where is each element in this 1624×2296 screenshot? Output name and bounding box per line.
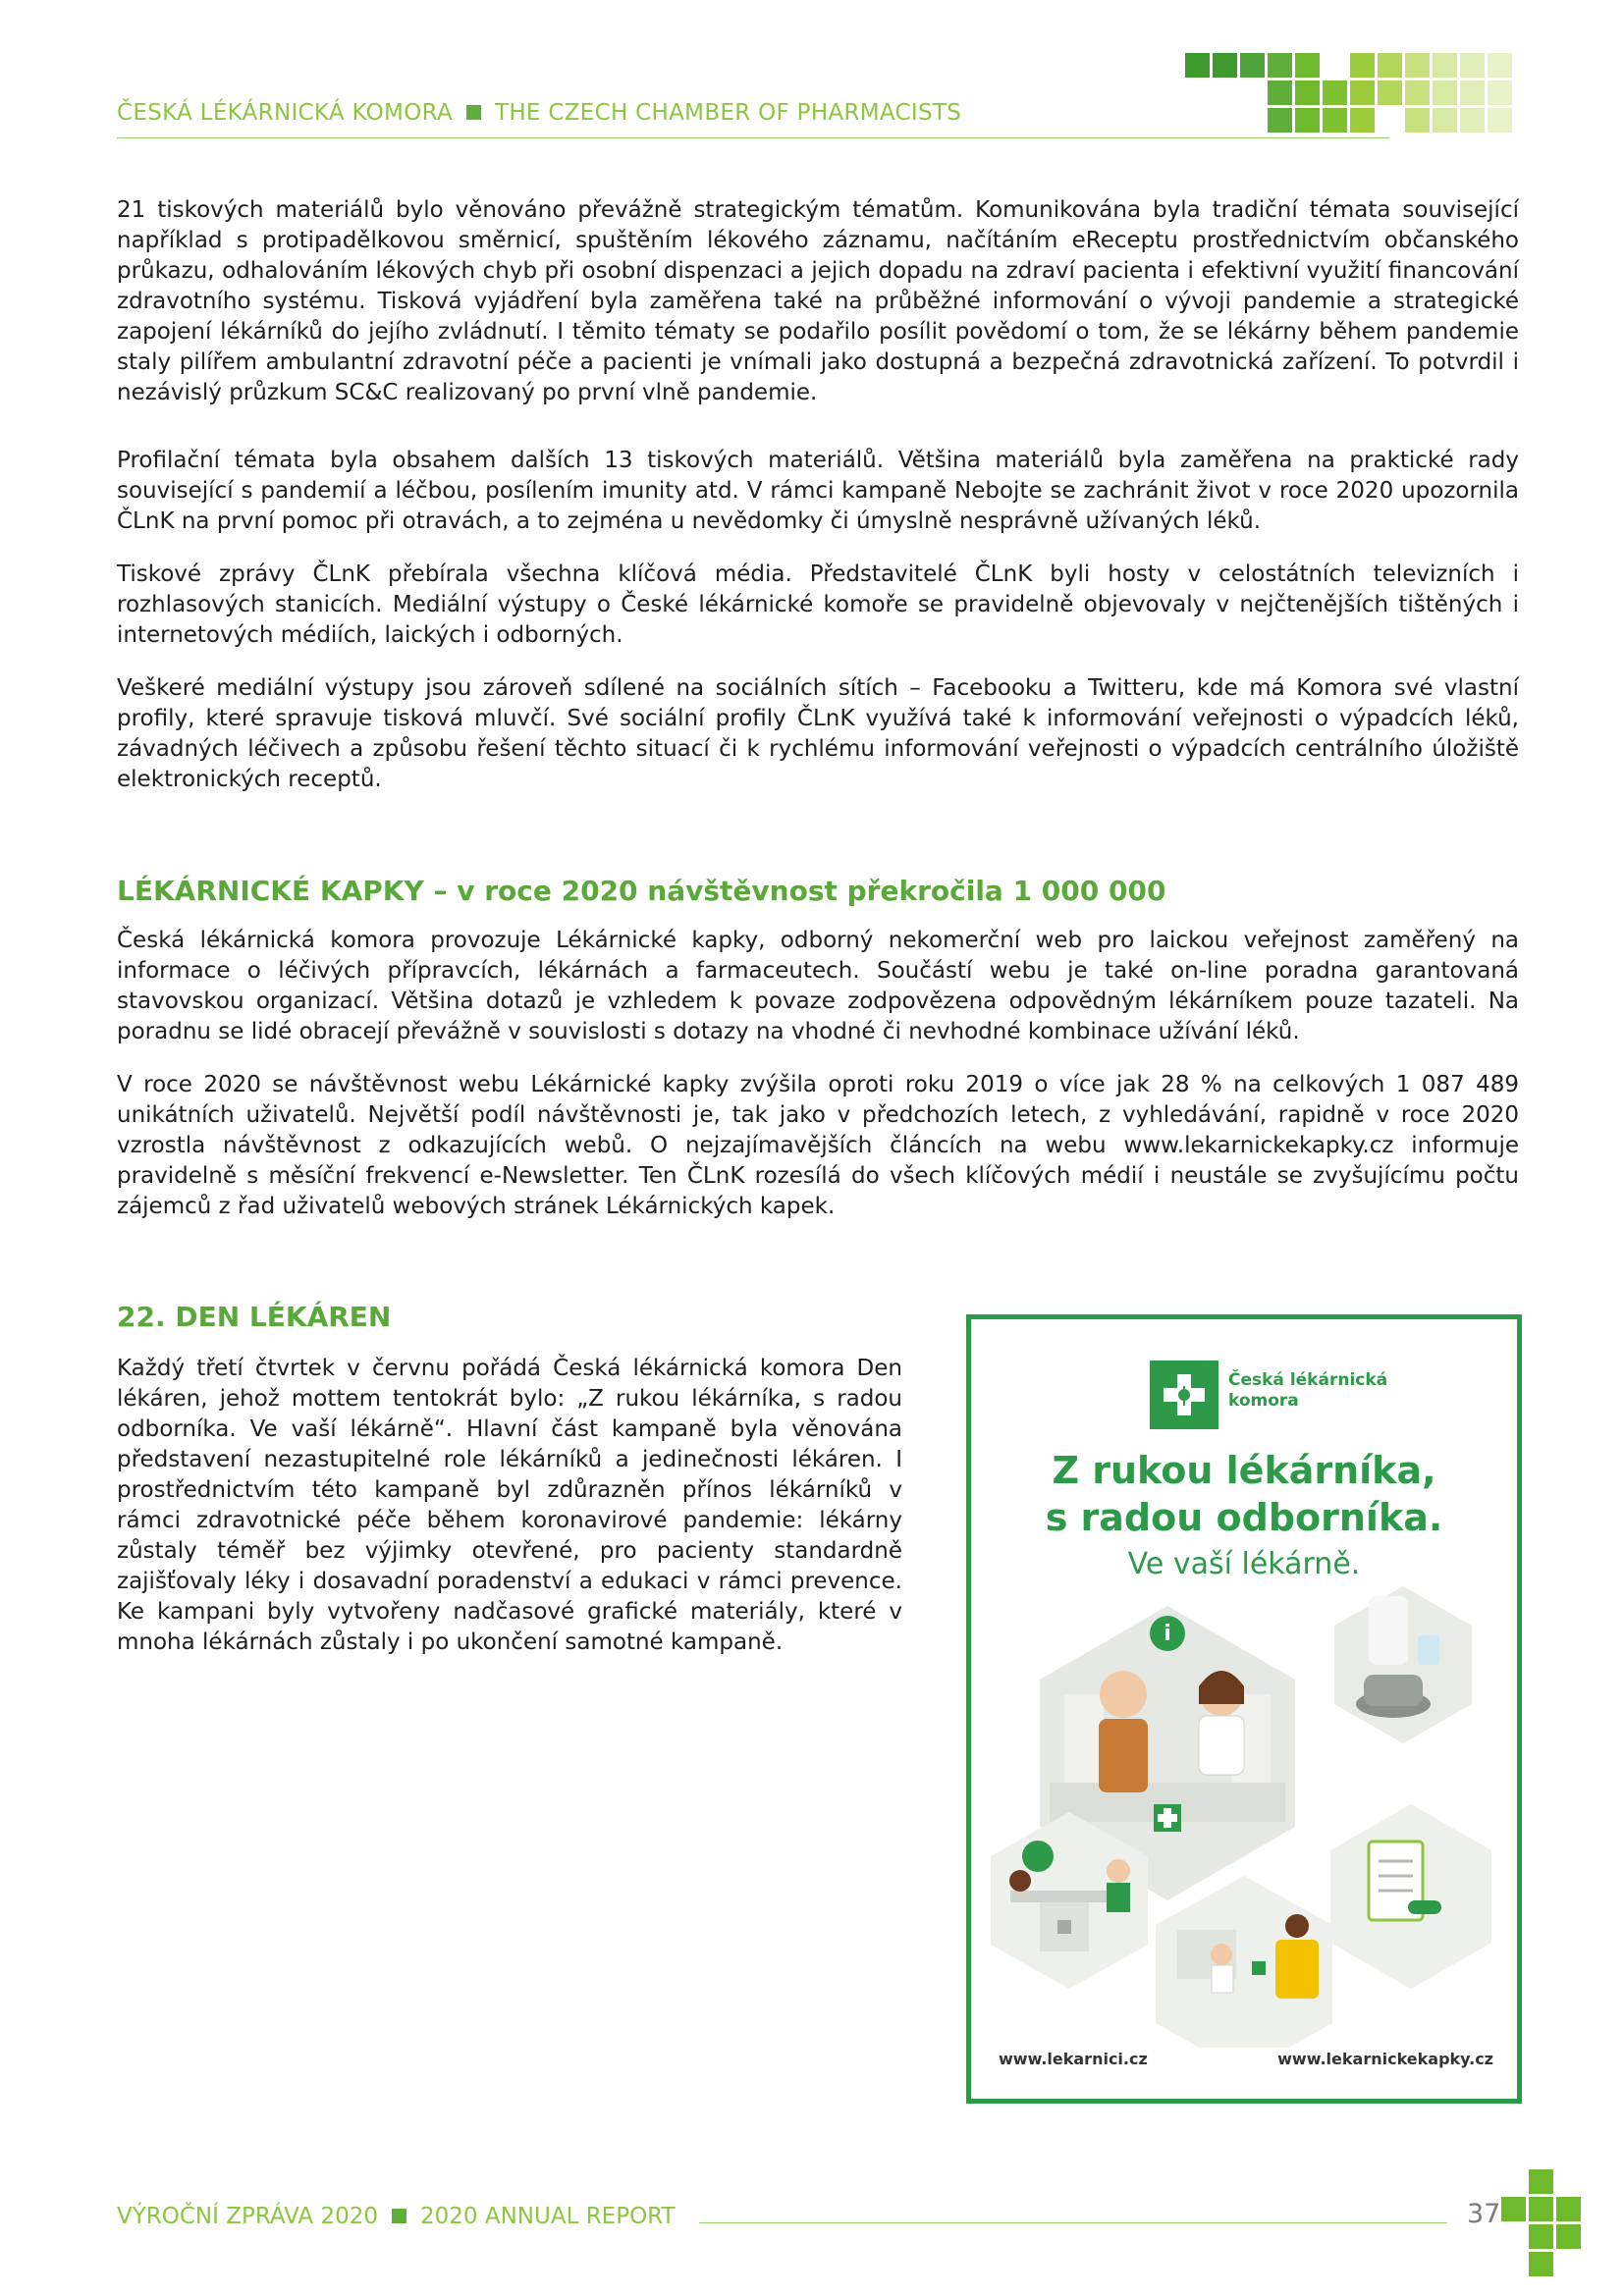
den-lekaren-paragraph: Každý třetí čtvrtek v červnu pořádá Česká lékárnická komora Den lékáren, jehož mottem tentokrát bylo: „Z rukou lékárníka, s radou odborníka. Ve vaší lékárně“. Hlavní část kampaně byla věnována představení nezastupitelné role lékárníků a jedinečnosti lékáren. I prostřednictvím této kampaně byl zdůrazněn přínos lékárníků v rámci zdravotnické péče během koronavirové pandemie: lékárny zůstaly téměř bez výjimky otevřené, pro pacienty standardně zajišťovaly léky i dosavadní poradenství a edukaci v rámci prevence. Ke kampani byly vytvořeny nadčasové grafické materiály, které v mnoha lékárnách zůstaly i po ukončení samotné kampaně. — [117, 1356, 902, 1655]
footer-rule — [699, 2222, 1447, 2223]
intro-paragraph-3: Tiskové zprávy ČLnK přebírala všechna klíčová média. Představitelé ČLnK byli hosty v celostátních televizních i rozhlasových stanicích. Mediální výstupy o České lékárnické komoře se pravidelně objevovaly v nejčtenějších tištěných i internetových médiích, laických i odborných. — [117, 561, 1519, 648]
pharmacy-cross-logo-icon — [1150, 1361, 1218, 1429]
poster-headline-line1: Z rukou lékárníka, — [1052, 1449, 1436, 1492]
footer-report-en: 2020 ANNUAL REPORT — [420, 2204, 676, 2229]
den-lekaren-heading: 22. DEN LÉKÁREN — [117, 1301, 392, 1333]
footer-separator-square — [392, 2209, 406, 2223]
clipboard-illustration — [1330, 1804, 1491, 1989]
poster-url-lekarnickekapky: www.lekarnickekapky.cz — [1277, 2050, 1493, 2068]
intro-paragraph-2: Profilační témata byla obsahem dalších 13 tiskových materiálů. Většina materiálů byla zaměřena na praktické rady související s pandemií a léčbou, posílením imunity atd. V rámci kampaně Nebojte se zachránit život v roce 2020 upozornila ČLnK na první pomoc při otravách, a to zejména u nevědomky či úmyslně nesprávně užívaných léků. — [117, 448, 1519, 534]
den-lekaren-poster — [966, 1314, 1522, 2104]
poster-url-lekarnici: www.lekarnici.cz — [999, 2050, 1148, 2068]
header-org-cz: ČESKÁ LÉKÁRNICKÁ KOMORA — [117, 100, 453, 126]
kapky-paragraph-2: V roce 2020 se návštěvnost webu Lékárnické kapky zvýšila oproti roku 2019 o více jak 28 % na celkových 1 087 489 unikátních uživatelů. Největší podíl návštěvnosti je, tak jako v předchozích letech, z vyhledávání, rapidně v roce 2020 vzrostla návštěvnost z odkazujících webů. O nejzajímavějších článcích na webu www.lekarnickekapky.cz informuje pravidelně s měsíční frekvencí e-Newsletter. Ten ČLnK rozesílá do všech klíčových médií i neustále se zvyšujícímu počtu zájemců z řad uživatelů webových stránek Lékárnických kapek. — [117, 1072, 1519, 1219]
poster-logo-text — [1228, 1370, 1387, 1412]
poster-logo-line2: komora — [1228, 1391, 1299, 1411]
svg-text:i: i — [1164, 1622, 1171, 1646]
header-rule — [117, 137, 1389, 138]
kapky-heading: LÉKÁRNICKÉ KAPKY – v roce 2020 návštěvnost překročila 1 000 000 — [117, 875, 1166, 907]
header-org-en: THE CZECH CHAMBER OF PHARMACISTS — [494, 100, 962, 126]
intro-paragraph-4: Veškeré mediální výstupy jsou zároveň sdílené na sociálních sítích – Facebooku a Twitteru, kde má Komora své vlastní profily, které spravuje tisková mluvčí. Své sociální profily ČLnK využívá také k informování veřejnosti o výpadcích léků, závadných léčivech a způsobu řešení těchto situací či k rychlému informování veřejnosti o výpadcích centrálního úložiště elektronických receptů. — [117, 675, 1519, 792]
poster-subheadline: Ve vaší lékárně. — [1127, 1547, 1361, 1581]
pharmacy-shop-illustration — [1156, 1876, 1332, 2048]
intro-paragraph-1: 21 tiskových materiálů bylo věnováno převážně strategickým tématům. Komunikována byla tradiční témata související například s protipadělkovou směrnicí, spuštěním lékového záznamu, načítáním eReceptu prostřednictvím občanského průkazu, odhalováním lékových chyb při osobní dispenzaci a jejich dopadu na zdraví pacienta i efektivní využití financování zdravotního systému. Tisková vyjádření byla zaměřena také na průběžné informování o vývoji pandemie a strategické zapojení lékárníků do jejího zvládnutí. I těmito tématy se podařilo posílit povědomí o tom, že se lékárny během pandemie staly pilířem ambulantní zdravotní péče a pacienti je vnímali jako dostupná a bezpečná zdravotnická zařízení. To potvrdil i nezávislý průzkum SC&C realizovaný po první vlně pandemie. — [117, 197, 1519, 405]
header-title — [117, 100, 961, 126]
poster-logo-line1: Česká lékárnická — [1228, 1370, 1388, 1390]
header-separator-square — [466, 105, 481, 120]
page-number: 37 — [1467, 2199, 1501, 2229]
poster-illustration — [971, 1576, 1517, 2048]
mortar-pestle-illustration — [1334, 1586, 1472, 1743]
footer-report-cz: VÝROČNÍ ZPRÁVA 2020 — [117, 2204, 379, 2229]
kapky-paragraph-1: Česká lékárnická komora provozuje Lékárnické kapky, odborný nekomerční web pro laickou veřejnost zaměřený na informace o léčivých přípravcích, lékárnách a farmaceutech. Součástí webu je také on-line poradna garantovaná stavovskou organizací. Většina dotazů je vzhledem k povaze zodpovězena odpovědným lékárníkem pouze tazateli. Na poradnu se lidé obracejí převážně v souvislosti s dotazy na vhodné či nevhodné kombinace užívání léků. — [117, 928, 1519, 1044]
poster-headline-line2: s radou odborníka. — [1045, 1496, 1443, 1539]
footer-title — [117, 2204, 676, 2229]
